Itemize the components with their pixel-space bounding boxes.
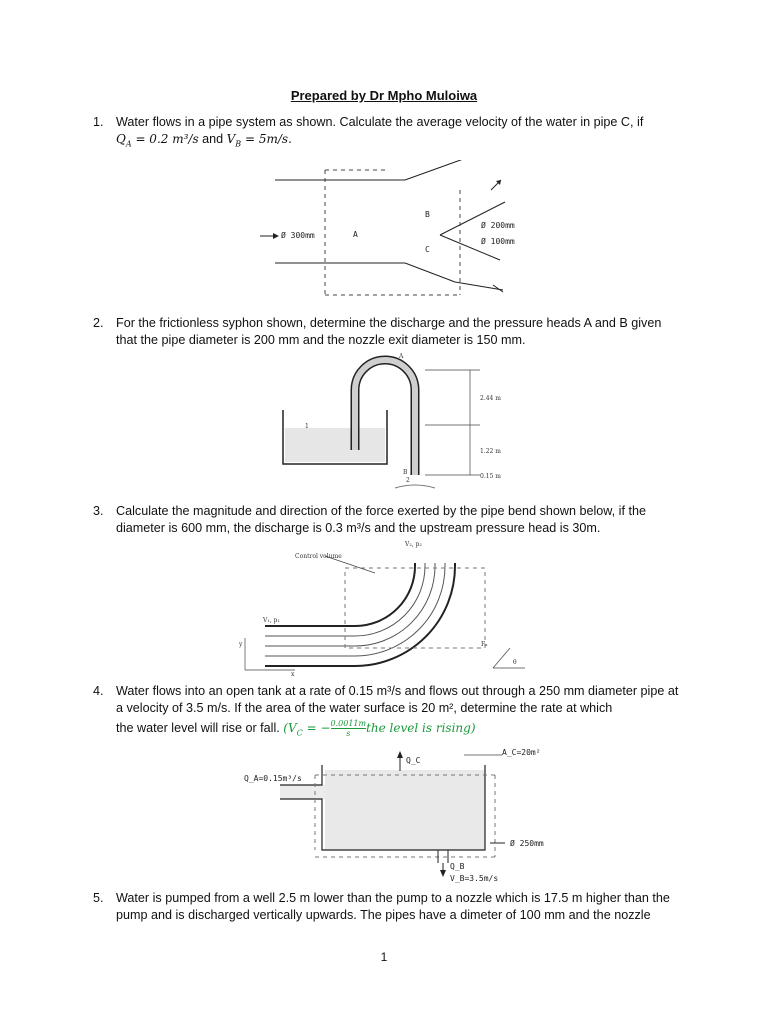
label-vb: V_B=3.5m/s [450,874,499,883]
label-diameter-100: Ø 100mm [481,237,515,246]
label-diameter-250: Ø 250mm [510,839,544,848]
label-pipe-c: C [425,245,430,254]
label-pipe-b: B [425,210,430,219]
figure-1-pipe-junction [255,160,535,305]
label-diameter-300: Ø 300mm [281,231,315,240]
label-axis-x: x [291,671,295,676]
question-number: 2. [93,316,104,330]
label-point-1: 1 [305,423,309,430]
label-v1-p1: V₁, p₁ [263,617,280,624]
label-ac: A_C=20m² [502,748,541,757]
question-number: 4. [93,684,104,698]
question-text: Water is pumped from a well 2.5 m lower than the pump to a nozzle which is 17.5 m higher than the pump and is discharged vertically upwards. The pipes have a dimeter of 100 mm and the nozzle [116,891,670,922]
page-number: 1 [380,950,388,964]
question-text: For the frictionless syphon shown, determine the discharge and the pressure heads A and B given that the pipe diameter is 200 mm and the nozzle exit diameter is 150 mm. [116,316,662,347]
question-number: 5. [93,891,104,905]
page-title: Prepared by Dr Mpho Muloiwa [290,88,478,103]
label-point-a: A [399,353,404,360]
figure-2-syphon [275,350,525,498]
figure-3-pipe-bend [235,538,535,676]
question-number: 3. [93,504,104,518]
question-values: $Q_A = 0.2$ m³/s and $V_B = 5m/s$. [116,132,292,149]
label-axis-y: y [239,641,243,648]
label-qa: Q_A=0.15m³/s [244,774,302,783]
question-text: Calculate the magnitude and direction of the force exerted by the pipe bend shown below, if the diameter is 600 mm, the discharge is 0.3 m³/s and the upstream pressure head is 30m. [116,504,646,535]
label-theta: θ [513,659,517,666]
label-control-volume: Control volume [295,553,342,560]
label-qc: Q_C [406,756,421,765]
label-v2-p2: V₂, p₂ [405,541,422,548]
label-height-122: 1.22 m [480,448,501,455]
label-height-244: 2.44 m [480,395,501,402]
answer-expression: ($V_C$ = − $\frac{0.0011m}{s}$ the level is rising) [283,719,476,738]
label-height-015: 0.15 m [480,473,501,480]
question-number: 1. [93,115,104,129]
question-answer-line: the water level will rise or fall. ($V_C$ = − $\frac{0.0011m}{s}$ the level is rising) [116,719,476,738]
label-point-b: B [403,469,408,476]
question-text: Water flows into an open tank at a rate of 0.15 m³/s and flows out through a 250 mm diameter pipe at a velocity of 3.5 m/s. If the area of the water surface is 20 m², determine the rate at which [116,684,679,715]
label-fx: Fₓ [481,641,488,648]
label-qb: Q_B [450,862,465,871]
figure-4-open-tank [240,745,550,885]
label-point-2: 2 [406,477,410,484]
question-text: Water flows in a pipe system as shown. Calculate the average velocity of the water in pipe C, if [116,115,644,129]
label-pipe-a: A [353,230,358,239]
label-diameter-200: Ø 200mm [481,221,515,230]
